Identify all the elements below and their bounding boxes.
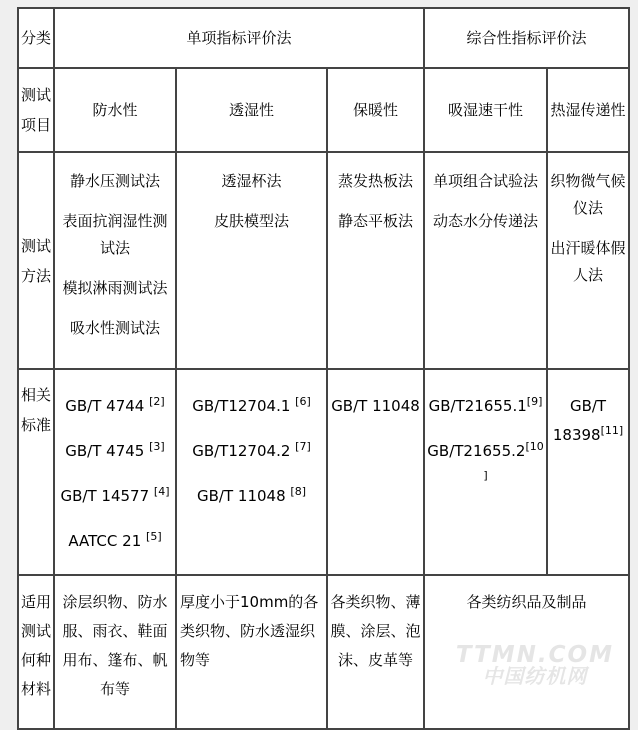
- citation-superscript: [7]: [295, 440, 311, 453]
- standard-item: GB/T 11048: [331, 397, 420, 415]
- column-header-waterproof: 防水性: [54, 68, 176, 152]
- row-related-standards: [18, 369, 629, 575]
- method-item: 皮肤模型法: [213, 212, 289, 230]
- standards-waterproof-cell: [54, 369, 176, 575]
- standard-item: GB/T 14577 [4]: [60, 485, 170, 505]
- method-item: 织物微气候仪法: [550, 172, 626, 217]
- method-item: 蒸发热板法: [338, 172, 414, 190]
- group-header-single-index: 单项指标评价法: [54, 8, 424, 68]
- row-test-items: [18, 68, 629, 152]
- citation-superscript: [2]: [149, 395, 165, 408]
- materials-warmth-cell: 各类织物、薄膜、涂层、泡沫、皮革等: [327, 575, 424, 729]
- standards-moisture-wicking-cell: [424, 369, 547, 575]
- standard-item: GB/T 18398[11]: [552, 397, 624, 444]
- row-header-test-item: 测试项目: [18, 68, 54, 152]
- citation-superscript: [4]: [153, 485, 170, 498]
- standard-item: GB/T 4745 [3]: [65, 440, 165, 460]
- column-header-warmth: 保暖性: [327, 68, 424, 152]
- row-header-applicable-material: 适用测试何种材料: [18, 575, 54, 729]
- row-header-test-method: 测试方法: [18, 152, 54, 369]
- row-header-category: 分类: [18, 8, 54, 68]
- citation-superscript: [10]: [483, 440, 544, 482]
- watermark-name: 中国纺机网: [482, 664, 588, 688]
- group-header-comprehensive-index: 综合性指标评价法: [424, 8, 629, 68]
- citation-superscript: [8]: [290, 485, 306, 498]
- method-item: 透湿杯法: [221, 172, 282, 190]
- textile-evaluation-table: [17, 7, 630, 730]
- watermark-site: TTMN.COM: [455, 642, 614, 668]
- citation-superscript: [3]: [149, 440, 165, 453]
- methods-waterproof-cell: [54, 152, 176, 369]
- methods-moisture-wicking-cell: [424, 152, 547, 369]
- method-item: 静水压测试法: [69, 172, 160, 190]
- standards-warmth-cell: [327, 369, 424, 575]
- standards-moisture-permeability-cell: [176, 369, 327, 575]
- method-item: 出汗暖体假人法: [550, 239, 626, 284]
- methods-moisture-permeability-cell: [176, 152, 327, 369]
- row-category: [18, 8, 629, 68]
- citation-superscript: [5]: [146, 530, 162, 543]
- standard-item: GB/T21655.1[9]: [428, 395, 543, 415]
- standard-item: GB/T 11048 [8]: [197, 485, 306, 505]
- citation-superscript: [9]: [526, 395, 543, 408]
- row-header-related-standard: 相关标准: [18, 369, 54, 575]
- method-item: 动态水分传递法: [433, 212, 539, 230]
- standard-item: AATCC 21 [5]: [68, 530, 162, 550]
- materials-moisture-permeability-cell: 厚度小于10mm的各类织物、防水透湿织物等: [176, 575, 327, 729]
- standard-item: GB/T12704.1 [6]: [192, 395, 311, 415]
- method-item: 单项组合试验法: [433, 172, 539, 190]
- row-test-methods: [18, 152, 629, 369]
- method-item: 静态平板法: [338, 212, 414, 230]
- citation-superscript: [11]: [600, 424, 624, 437]
- column-header-moisture-permeability: 透湿性: [176, 68, 327, 152]
- materials-waterproof-cell: 涂层织物、防水服、雨衣、鞋面用布、篷布、帆布等: [54, 575, 176, 729]
- method-item: 表面抗润湿性测试法: [62, 212, 168, 257]
- methods-warmth-cell: [327, 152, 424, 369]
- column-header-heat-moisture: 热湿传递性: [547, 68, 629, 152]
- row-applicable-materials: [18, 575, 629, 729]
- column-header-moisture-wicking: 吸湿速干性: [424, 68, 547, 152]
- method-item: 模拟淋雨测试法: [62, 279, 168, 297]
- standard-item: GB/T 4744 [2]: [65, 395, 165, 415]
- standard-item: GB/T12704.2 [7]: [192, 440, 311, 460]
- standards-heat-moisture-cell: [547, 369, 629, 575]
- materials-comprehensive-cell: 各类纺织品及制品: [424, 575, 629, 729]
- citation-superscript: [6]: [295, 395, 311, 408]
- method-item: 吸水性测试法: [69, 319, 160, 337]
- methods-heat-moisture-cell: [547, 152, 629, 369]
- standard-item: GB/T21655.2[10]: [427, 440, 544, 482]
